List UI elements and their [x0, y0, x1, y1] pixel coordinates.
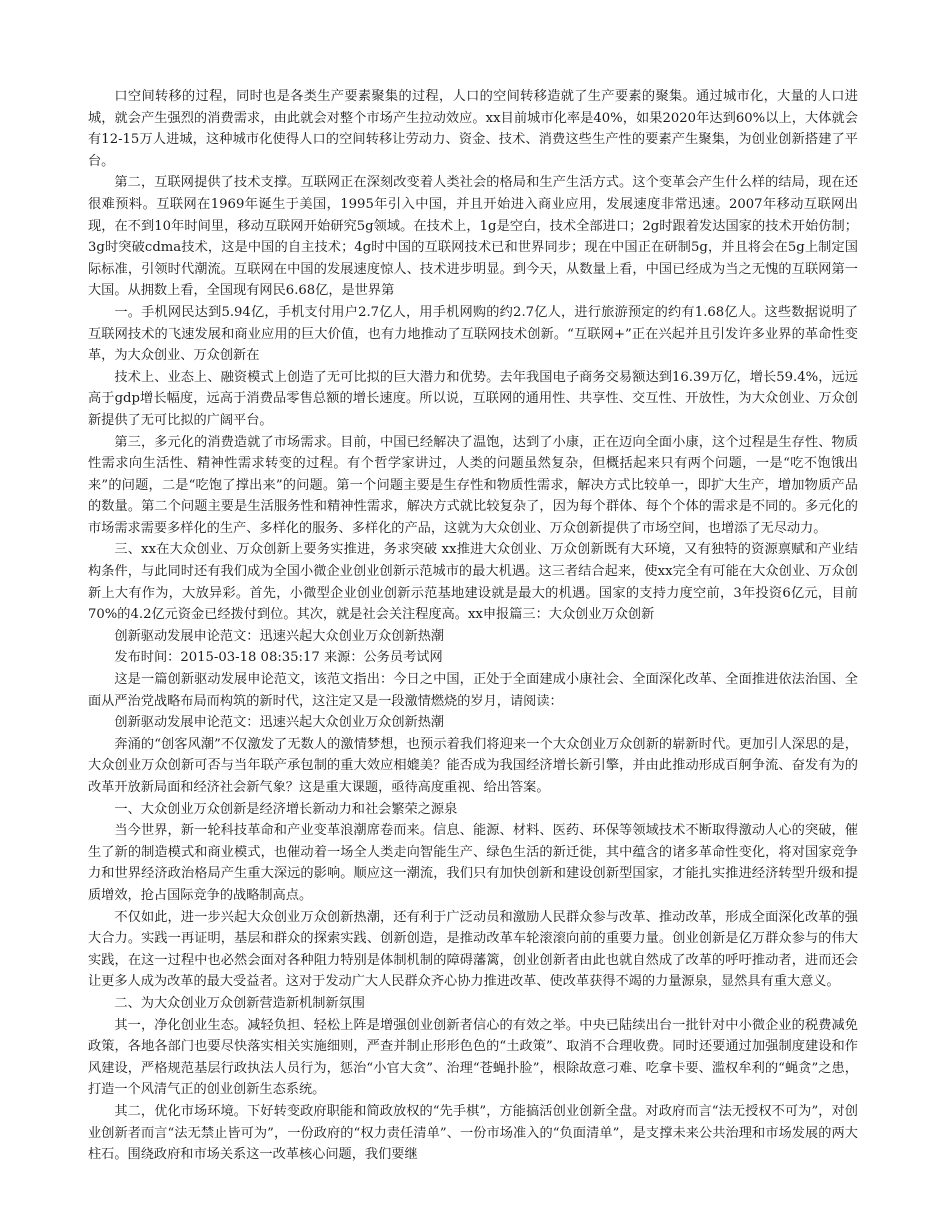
- article-title: 创新驱动发展申论范文：迅速兴起大众创业万众创新热潮: [114, 715, 445, 731]
- paragraph: 第三，多元化的消费造就了市场需求。目前，中国已经解决了温饱，达到了小康，正在迈向全面小康，这个过程是生存性、物质性需求向生活性、精神性需求转变的过程。有个哲学家讲过，人类的问题虽然复杂，但概括起来只有两个问题，一是“吃不饱饿出来”的问题，二是“吃饱了撑出来”的问题。第一个问题主要是生存性和物质性需求，解决方式比较单一，即扩大生产，增加物质产品的数量。第二个问题主要是生活服务性和精神性需求，解决方式就比较复杂了，因为每个群体、每个个体的需求是不同的。多元化的市场需求需要多样化的生产、多样化的服务、多样化的产品，这就为大众创业、万众创新提供了市场空间，也增添了无尽动力。: [88, 434, 858, 536]
- document-page: [88, 86, 858, 1166]
- section-heading: 一、大众创业万众创新是经济增长新动力和社会繁荣之源泉: [114, 801, 458, 817]
- paragraph: 这是一篇创新驱动发展申论范文，该范文指出：今日之中国，正处于全面建成小康社会、全面深化改革、全面推进依法治国、全面从严治党战略布局而构筑的新时代，这注定又是一段激情燃烧的岁月，请阅读：: [88, 672, 858, 709]
- paragraph: 当今世界，新一轮科技革命和产业变革浪潮席卷而来。信息、能源、材料、医药、环保等领域技术不断取得激动人心的突破，催生了新的制造模式和商业模式，也催动着一场全人类走向智能生产、绿色生活的新迁徙，其中蕴含的诸多革命性变化，将对国家竞争力和世界经济政治格局产生重大深远的影响。顺应这一潮流，我们只有加快创新和建设创新型国家，才能扎实推进经济转型升级和提质增效，抢占国际竞争的战略制高点。: [88, 823, 858, 903]
- paragraph: 技术上、业态上、融资模式上创造了无可比拟的巨大潜力和优势。去年我国电子商务交易额达到16.39万亿，增长59.4%，远远高于gdp增长幅度，远高于消费品零售总额的增长速度。所以说，互联网的通用性、共享性、交互性、开放性，为大众创业、万众创新提供了无可比拟的广阔平台。: [88, 369, 858, 428]
- paragraph: 第二，互联网提供了技术支撑。互联网正在深刻改变着人类社会的格局和生产生活方式。这个变革会产生什么样的结局，现在还很难预料。互联网在1969年诞生于美国，1995年引入中国，并且开始进入商业应用，发展速度非常迅速。2007年移动互联网出现，在不到10年时间里，移动互联网开始研究5g领域。在技术上，1g是空白，技术全部进口；2g时跟着发达国家的技术开始仿制；3g时突破cdma技术，这是中国的自主技术；4g时中国的互联网技术已和世界同步；现在中国正在研制5g，并且将会在5g上制定国际标准，引领时代潮流。互联网在中国的发展速度惊人、技术进步明显。到今天，从数量上看，中国已经成为当之无愧的互联网第一大国。从拥数上看，全国现有网民6.68亿，是世界第: [88, 175, 858, 299]
- section-heading: 二、为大众创业万众创新营造新机制新氛围: [114, 995, 365, 1011]
- paragraph: 口空间转移的过程，同时也是各类生产要素聚集的过程，人口的空间转移造就了生产要素的聚集。通过城市化，大量的人口进城，就会产生强烈的消费需求，由此就会对整个市场产生拉动效应。xx目前城市化率是40%，如果2020年达到60%以上，大体就会有12-15万人进城，这种城市化使得人口的空间转移让劳动力、资金、技术、消费这些生产性的要素产生聚集，为创业创新搭建了平台。: [88, 89, 858, 169]
- article-title: 创新驱动发展申论范文：迅速兴起大众创业万众创新热潮: [114, 628, 445, 644]
- paragraph: 不仅如此，进一步兴起大众创业万众创新热潮，还有利于广泛动员和激励人民群众参与改革、推动改革，形成全面深化改革的强大合力。实践一再证明，基层和群众的探索实践、创新创造，是推动改革车轮滚滚向前的重要力量。创业创新是亿万群众参与的伟大实践，在这一过程中也必然会面对各种阻力特别是体制机制的障碍藩篱，创业创新者由此也就自然成了改革的呼吁推动者，进而还会让更多人成为改革的最大受益者。这对于发动广大人民群众齐心协力推进改革、使改革获得不竭的力量源泉，显然具有重大意义。: [88, 909, 858, 990]
- paragraph: 奔涌的“创客风潮”不仅激发了无数人的激情梦想，也预示着我们将迎来一个大众创业万众创新的崭新时代。更加引人深思的是，大众创业万众创新可否与当年联产承包制的重大效应相媲美？能否成为我国经济增长新引擎，并由此推动形成百舸争流、奋发有为的改革开放新局面和经济社会新气象？这是重大课题，亟待高度重视、给出答案。: [88, 736, 858, 795]
- paragraph: 其二，优化市场环境。下好转变政府职能和简政放权的“先手棋”，方能搞活创业创新全盘。对政府而言“法无授权不可为”，对创业创新者而言“法无禁止皆可为”，一份政府的“权力责任清单”、一份市场准入的“负面清单”，是支撑未来公共治理和市场发展的两大柱石。围绕政府和市场关系这一改革核心问题，我们要继: [88, 1103, 858, 1163]
- paragraph: 其一，净化创业生态。减轻负担、轻松上阵是增强创业创新者信心的有效之举。中央已陆续出台一批针对中小微企业的税费减免政策，各地各部门也要尽快落实相关实施细则，严查并制止形形色色的“土政策”、取消不合理收费。同时还要通过加强制度建设和作风建设，严格规范基层行政执法人员行为，惩治“小官大贪”、治理“苍蝇扑脸”，根除故意刁难、吃拿卡要、滥权牟利的“蝇贪”之患，打造一个风清气正的创业创新生态系统。: [88, 1017, 858, 1098]
- paragraph: 一。手机网民达到5.94亿，手机支付用户2.7亿人，用手机网购的约2.7亿人，进行旅游预定的约有1.68亿人。这些数据说明了互联网技术的飞速发展和商业应用的巨大价值，也有力地推动了互联网技术创新。“互联网+”正在兴起并且引发许多业界的革命性变革，为大众创业、万众创新在: [88, 304, 858, 364]
- paragraph: 三、xx在大众创业、万众创新上要务实推进，务求突破 xx推进大众创业、万众创新既有大环境，又有独特的资源禀赋和产业结构条件，与此同时还有我们成为全国小微企业创业创新示范城市的最大机遇。这三者结合起来，使xx完全有可能在大众创业、万众创新上大有作为，大放异彩。首先，小微型企业创业创新示范基地建设就是最大的机遇。国家的支持力度空前，3年投资6亿元，目前70%的4.2亿元资金已经拨付到位。其次，就是社会关注程度高。xx申报篇三：大众创业万众创新: [88, 542, 858, 623]
- publish-info: 发布时间：2015-03-18 08:35:17 来源：公务员考试网: [114, 650, 443, 666]
